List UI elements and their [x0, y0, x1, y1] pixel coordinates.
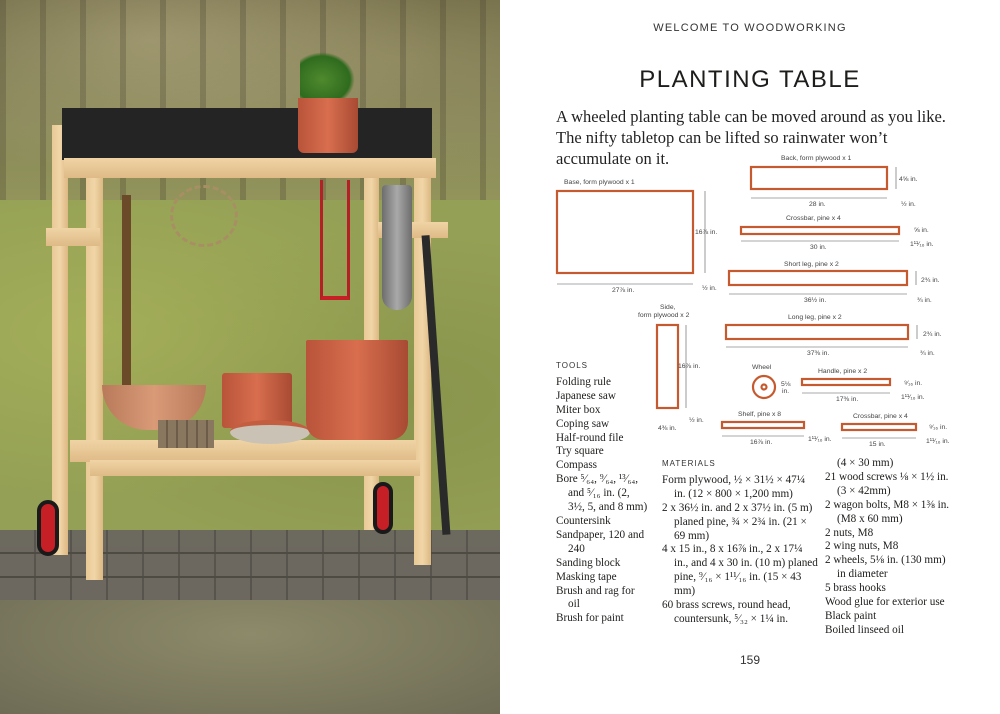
- material-item: Wood glue for exterior use: [825, 596, 945, 609]
- crossbar-height-label: ⅝ in.: [914, 227, 929, 234]
- handle-thickness-label: 1¹¹⁄₁₆ in.: [901, 394, 925, 401]
- intro-text: A wheeled planting table can be moved around as you like. The nifty tabletop can be lifted so rainwater won’t accumulate on it.: [556, 107, 946, 168]
- tool-item: Brush for paint: [556, 612, 624, 625]
- material-item: 5 brass hooks: [825, 582, 886, 595]
- tool-item: Brush and rag for oil: [556, 584, 635, 611]
- material-item: Boiled linseed oil: [825, 623, 904, 636]
- short-leg-label: Short leg, pine x 2: [784, 261, 839, 268]
- short-leg-thickness-label: ¾ in.: [917, 297, 932, 304]
- material-item: 2 wheels, 5⅛ in. (130 mm) in diameter: [825, 554, 946, 581]
- handle-left: [46, 228, 100, 246]
- base-height-label: 16⅞ in.: [695, 229, 718, 236]
- handle-width-label: 17⅜ in.: [836, 396, 859, 403]
- wheel-left: [37, 500, 59, 556]
- tool-item: Compass: [556, 459, 598, 472]
- table-leg-front-left: [86, 150, 103, 580]
- running-head: WELCOME TO WOODWORKING: [653, 22, 847, 34]
- crossbar-thickness-label: 1¹¹⁄₁₆ in.: [910, 241, 934, 248]
- base-thickness-label: ½ in.: [702, 285, 717, 292]
- materials-continuation: (4 × 30 mm): [837, 457, 894, 469]
- material-item: 60 brass screws, round head, countersunk, ⁵⁄₃₂ × 1¼ in.: [662, 599, 791, 625]
- side-width-label: 4⅜ in.: [658, 425, 677, 432]
- handle-piece: [802, 379, 890, 385]
- back-width-label: 28 in.: [809, 201, 826, 208]
- base-label: Base, form plywood x 1: [564, 179, 635, 186]
- wheel-right: [373, 482, 393, 534]
- wheel-diameter-2: in.: [782, 388, 790, 395]
- material-item: 4 x 15 in., 8 x 16⅞ in., 2 x 17¼ in., and 4 x 30 in. (10 m) planed pine, ⁹⁄₁₆ × 1¹¹⁄₁₆ in. (15 × 43 mm): [662, 543, 818, 598]
- ground-mulch: [0, 600, 500, 714]
- shelf-piece: [722, 422, 804, 428]
- crossbar2-piece: [842, 424, 916, 430]
- short-leg-piece: [729, 271, 907, 285]
- trowel-tool: [382, 185, 412, 310]
- large-terracotta-pot: [306, 340, 408, 440]
- material-item: 2 nuts, M8: [825, 526, 874, 539]
- back-thickness-label: ½ in.: [901, 201, 916, 208]
- long-leg-width-label: 37⅜ in.: [807, 350, 830, 357]
- tool-item: Bore ⁵⁄₆₄, ⁹⁄₆₄, ¹³⁄₆₄, and ⁵⁄₁₆ in. (2, 3½, 5, and 8 mm): [556, 473, 648, 514]
- twine-bundle: [170, 185, 238, 247]
- table-top-tray: [62, 108, 432, 160]
- side-panel: [657, 325, 678, 408]
- crossbar-piece: [741, 227, 899, 234]
- materials-list-col2: [825, 457, 950, 638]
- side-thickness-label: ½ in.: [689, 417, 704, 424]
- page-title: PLANTING TABLE: [639, 66, 861, 93]
- crossbar-label: Crossbar, pine x 4: [786, 215, 841, 222]
- shelf-thickness-label: 1¹¹⁄₁₆ in.: [808, 436, 832, 443]
- tools-heading: TOOLS: [556, 361, 588, 370]
- material-item: Form plywood, ½ × 31½ × 47¼ in. (12 × 800 × 1,200 mm): [662, 473, 806, 500]
- short-leg-height-label: 2¾ in.: [921, 277, 940, 284]
- wheel-label: Wheel: [752, 364, 772, 371]
- long-leg-piece: [726, 325, 908, 339]
- material-item: 2 wagon bolts, M8 × 1⅜ in. (M8 x 60 mm): [825, 498, 950, 525]
- tool-item: Folding rule: [556, 375, 612, 388]
- wheel-hub: [762, 385, 767, 390]
- tool-item: Half-round file: [556, 431, 624, 444]
- tools-list: [556, 359, 648, 626]
- handle-label: Handle, pine x 2: [818, 368, 868, 375]
- base-panel: [557, 191, 693, 273]
- seedling-plant: [300, 52, 355, 98]
- back-height-label: 4⅝ in.: [899, 176, 918, 183]
- tool-item: Try square: [556, 445, 604, 458]
- side-height-label: 16⅞ in.: [678, 363, 701, 370]
- shelf-label: Shelf, pine x 8: [738, 411, 782, 418]
- table-leg-back-left: [52, 125, 68, 555]
- back-panel: [751, 167, 887, 189]
- material-item: 21 wood screws ⅛ × 1½ in. (3 × 42mm): [825, 470, 949, 497]
- crossbar2-label: Crossbar, pine x 4: [853, 413, 908, 420]
- bottom-rail: [90, 460, 420, 476]
- instruction-page: [500, 0, 1000, 714]
- crossbar2-thickness-label: 1¹¹⁄₁₆ in.: [926, 438, 950, 445]
- tool-item: Coping saw: [556, 417, 610, 430]
- hoe-tool: [122, 195, 131, 405]
- page-number: 159: [739, 653, 761, 667]
- material-item: 2 x 36½ in. and 2 x 37½ in. (5 m) planed pine, ¾ × 2¾ in. (21 × 69 mm): [662, 501, 813, 542]
- tool-item: Sandpaper, 120 and 240: [556, 528, 645, 555]
- table-top-rail: [64, 158, 436, 178]
- material-item: 2 wing nuts, M8: [825, 540, 899, 553]
- long-leg-height-label: 2¾ in.: [923, 331, 942, 338]
- garden-fork-tool: [320, 180, 350, 300]
- seed-tray: [158, 420, 214, 448]
- saucers: [230, 420, 310, 444]
- crossbar2-width-label: 15 in.: [869, 441, 886, 448]
- shelf-width-label: 16⅞ in.: [750, 439, 773, 446]
- long-leg-thickness-label: ¾ in.: [920, 350, 935, 357]
- crossbar-width-label: 30 in.: [810, 244, 827, 251]
- tool-item: Japanese saw: [556, 389, 616, 402]
- base-width-label: 27⅞ in.: [612, 287, 635, 294]
- crossbar2-height-label: ⁹⁄₁₆ in.: [929, 424, 948, 431]
- tool-item: Miter box: [556, 403, 601, 416]
- wheel-diameter-1: 5⅛: [781, 381, 791, 388]
- handle-height-label: ⁹⁄₁₆ in.: [904, 380, 923, 387]
- side-label-2: form plywood x 2: [638, 312, 690, 319]
- wheel-shape: [753, 376, 775, 398]
- tool-item: Masking tape: [556, 570, 617, 583]
- bottom-shelf: [70, 440, 416, 462]
- short-leg-width-label: 36½ in.: [804, 297, 827, 304]
- back-label: Back, form plywood x 1: [781, 155, 852, 162]
- tool-item: Sanding block: [556, 556, 621, 569]
- materials-list-col1: [662, 457, 818, 627]
- side-label-1: Side,: [660, 304, 676, 311]
- tool-item: Countersink: [556, 514, 611, 527]
- materials-heading: MATERIALS: [662, 459, 716, 468]
- material-item: Black paint: [825, 609, 877, 622]
- long-leg-label: Long leg, pine x 2: [788, 314, 842, 321]
- plant-pot-top: [298, 98, 358, 153]
